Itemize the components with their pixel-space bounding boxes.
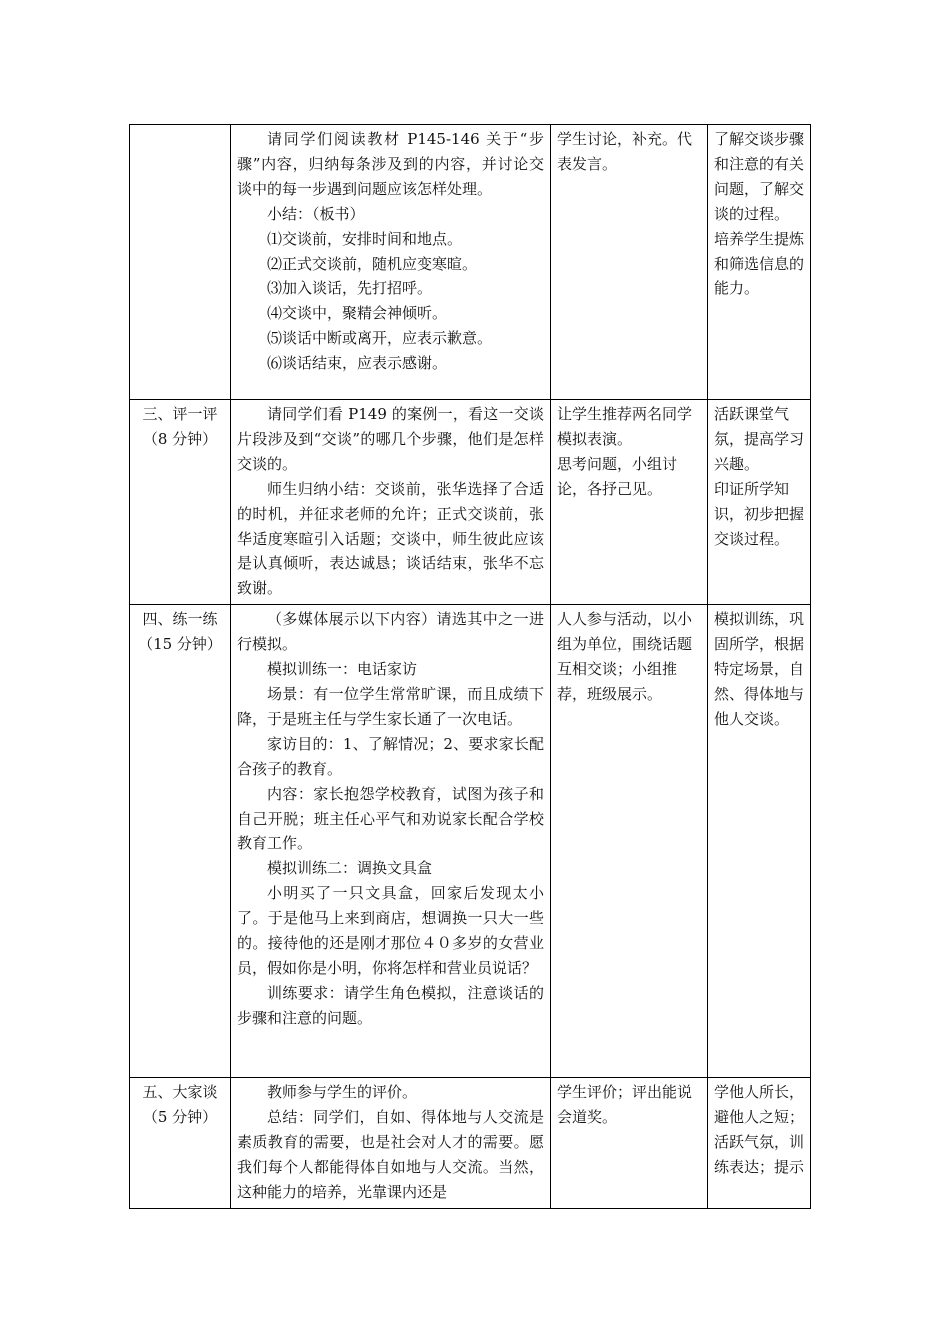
cell-text: 思考问题，小组讨论，各抒己见。 [557,454,678,498]
teacher-activity-cell [231,125,551,400]
student-activity-cell [551,400,708,605]
lesson-plan-table [129,124,811,1209]
teacher-activity-cell [231,605,551,1078]
paragraph: ⑷交谈中，聚精会神倾听。 [267,304,448,323]
stage-title: 五、大家谈 [142,1083,218,1102]
design-purpose-cell [708,400,811,605]
student-activity-cell [551,605,708,1078]
paragraph: 小结：（板书） [267,204,365,223]
table-row [130,605,811,1078]
stage-cell [130,400,231,605]
paragraph: 家访目的：1、了解情况；2、要求家长配合孩子的教育。 [237,734,544,778]
stage-cell [130,1078,231,1209]
cell-text: 培养学生提炼和筛选信息的能力。 [714,229,805,298]
paragraph: （多媒体展示以下内容）请选其中之一进行模拟。 [237,610,544,654]
stage-cell [130,125,231,400]
cell-text: 模拟训练，巩固所学，根据特定场景，自然、得体地与他人交谈。 [714,610,805,728]
student-activity-cell [551,125,708,400]
cell-text: 人人参与活动，以小组为单位，围绕话题互相交谈；小组推荐，班级展示。 [557,610,693,703]
stage-title: 三、评一评 [142,405,218,423]
cell-text: 学生评价；评出能说会道奖。 [557,1083,693,1127]
paragraph: 教师参与学生的评价。 [267,1083,418,1102]
design-purpose-cell [708,125,811,400]
paragraph: ⑹谈话结束，应表示感谢。 [267,354,448,373]
cell-text: 学生讨论，补充。代表发言。 [557,130,693,173]
design-purpose-cell [708,605,811,1078]
paragraph: 总结：同学们，自如、得体地与人交流是素质教育的需要，也是社会对人才的需要。愿我们每个人都能得体自如地与人交流。当然，这种能力的培养，光靠课内还是 [237,1108,544,1201]
table-row [130,125,811,400]
paragraph: 请同学们看 P149 的案例一，看这一交谈片段涉及到“交谈”的哪几个步骤，他们是怎样交谈的。 [237,405,544,473]
cell-text: 印证所学知识，初步把握交谈过程。 [714,479,805,548]
table-row [130,1078,811,1209]
paragraph: 场景：有一位学生常常旷课，而且成绩下降，于是班主任与学生家长通了一次电话。 [237,684,544,728]
paragraph: ⑴交谈前，安排时间和地点。 [267,229,463,248]
paragraph: 请同学们阅读教材 P145-146 关于“步骤”内容，归纳每条涉及到的内容，并讨论交谈中的每一步遇到问题应该怎样处理。 [237,130,544,198]
paragraph: 训练要求：请学生角色模拟，注意谈话的步骤和注意的问题。 [237,983,544,1027]
paragraph: 内容：家长抱怨学校教育，试图为孩子和自己开脱；班主任心平气和劝说家长配合学校教育工作。 [237,784,544,853]
design-purpose-cell [708,1078,811,1209]
cell-text: 学他人所长，避他人之短；活跃气氛，训练表达；提示 [714,1083,805,1176]
table-row [130,400,811,605]
teacher-activity-cell [231,1078,551,1209]
cell-text: 活跃课堂气氛，提高学习兴趣。 [714,405,805,473]
stage-cell [130,605,231,1078]
paragraph: ⑶加入谈话，先打招呼。 [267,279,433,298]
paragraph: 模拟训练二：调换文具盒 [267,859,433,878]
paragraph: ⑵正式交谈前，随机应变寒暄。 [267,254,478,273]
teacher-activity-cell [231,400,551,605]
paragraph: ⑸谈话中断或离开，应表示歉意。 [267,329,493,348]
paragraph: 模拟训练一：电话家访 [267,660,418,679]
stage-duration: （5 分钟） [142,1108,218,1127]
stage-duration: （8 分钟） [142,429,218,448]
paragraph: 小明买了一只文具盒，回家后发现太小了。于是他马上来到商店，想调换一只大一些的。接待他的还是刚才那位４０多岁的女营业员，假如你是小明，你将怎样和营业员说话？ [237,884,544,977]
cell-text: 让学生推荐两名同学模拟表演。 [557,405,693,448]
table-body [130,125,811,1209]
student-activity-cell [551,1078,708,1209]
stage-title: 四、练一练 [142,610,218,629]
paragraph: 师生归纳小结：交谈前，张华选择了合适的时机，并征求老师的允许；正式交谈前，张华适度寒暄引入话题；交谈中，师生彼此应该是认真倾听，表达诚恳；谈话结束，张华不忘致谢。 [237,479,544,598]
cell-text: 了解交谈步骤和注意的有关问题，了解交谈的过程。 [714,130,805,223]
stage-duration: （15 分钟） [138,635,222,654]
